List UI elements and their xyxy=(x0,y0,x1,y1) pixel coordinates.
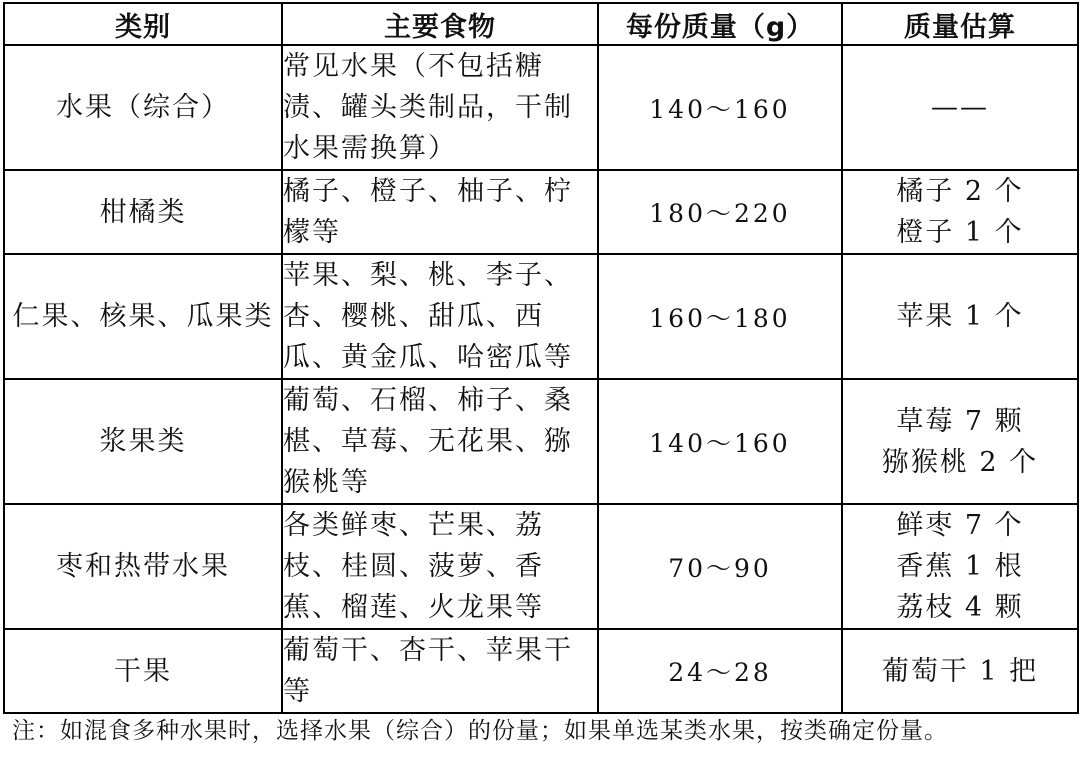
header-category: 类别 xyxy=(4,3,282,45)
weight-cell: 180～220 xyxy=(598,170,842,254)
table-row xyxy=(4,379,1078,504)
header-weight-estimate: 质量估算 xyxy=(842,3,1078,45)
table-footnote: 注：如混食多种水果时，选择水果（综合）的份量；如果单选某类水果，按类确定份量。 xyxy=(12,718,948,744)
weight-cell: 160～180 xyxy=(598,254,842,379)
header-main-foods: 主要食物 xyxy=(282,3,598,45)
table-header-row xyxy=(4,3,1078,45)
weight-cell: 70～90 xyxy=(598,504,842,629)
estimate-line: —— xyxy=(931,92,989,123)
category-cell: 水果（综合） xyxy=(4,45,282,170)
estimate-line: 鲜枣 7 个 xyxy=(896,510,1024,541)
estimate-line: 葡萄干 1 把 xyxy=(881,655,1039,687)
foods-cell: 葡萄干、杏干、苹果干等 xyxy=(282,629,598,713)
weight-cell: 140～160 xyxy=(598,379,842,504)
estimate-line: 草莓 7 颗 xyxy=(896,405,1024,437)
table-row xyxy=(4,45,1078,170)
weight-cell: 140～160 xyxy=(598,45,842,170)
weight-cell: 24～28 xyxy=(598,629,842,713)
foods-cell: 葡萄、石榴、柿子、桑椹、草莓、无花果、猕猴桃等 xyxy=(282,379,598,504)
estimate-line: 橙子 1 个 xyxy=(896,217,1024,248)
estimate-cell xyxy=(842,504,1078,629)
estimate-line: 橘子 2 个 xyxy=(896,176,1024,207)
foods-cell: 苹果、梨、桃、李子、杏、樱桃、甜瓜、西瓜、黄金瓜、哈密瓜等 xyxy=(282,254,598,379)
estimate-cell xyxy=(842,170,1078,254)
category-cell: 浆果类 xyxy=(4,379,282,504)
estimate-line: 荔枝 4 颗 xyxy=(896,592,1024,623)
category-cell: 干果 xyxy=(4,629,282,713)
table-row xyxy=(4,504,1078,629)
table-row xyxy=(4,254,1078,379)
table-row xyxy=(4,629,1078,713)
estimate-line: 苹果 1 个 xyxy=(896,301,1024,332)
foods-cell: 各类鲜枣、芒果、荔枝、桂圆、菠萝、香蕉、榴莲、火龙果等 xyxy=(282,504,598,629)
estimate-cell xyxy=(842,629,1078,713)
estimate-line: 猕猴桃 2 个 xyxy=(881,446,1039,478)
estimate-cell xyxy=(842,45,1078,170)
estimate-line: 香蕉 1 根 xyxy=(896,551,1024,582)
estimate-cell xyxy=(842,379,1078,504)
category-cell: 柑橘类 xyxy=(4,170,282,254)
table-row xyxy=(4,170,1078,254)
category-cell: 仁果、核果、瓜果类 xyxy=(4,254,282,379)
foods-cell: 常见水果（不包括糖渍、罐头类制品，干制水果需换算） xyxy=(282,45,598,170)
foods-cell: 橘子、橙子、柚子、柠檬等 xyxy=(282,170,598,254)
estimate-cell xyxy=(842,254,1078,379)
category-cell: 枣和热带水果 xyxy=(4,504,282,629)
fruit-portion-table xyxy=(3,2,1079,714)
header-portion-weight: 每份质量（g） xyxy=(598,3,842,45)
